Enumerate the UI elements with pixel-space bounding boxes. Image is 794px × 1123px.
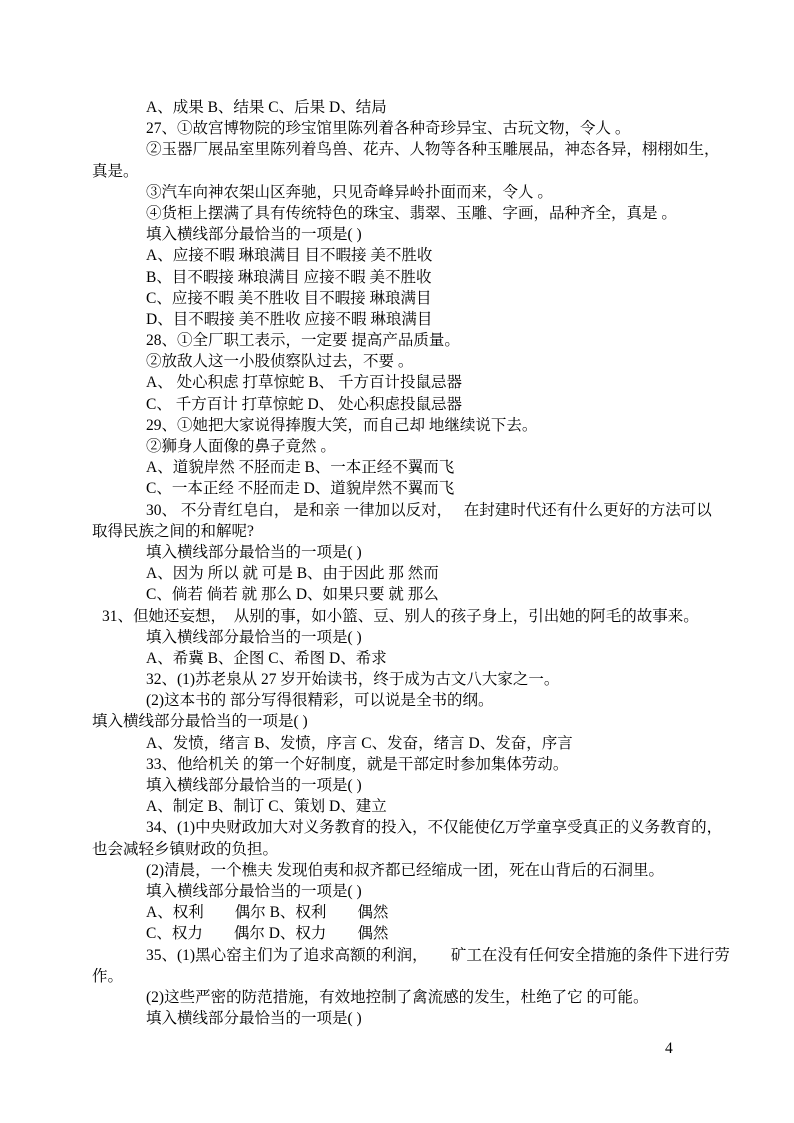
- text-line: A、权利 偶尔 B、权利 偶然: [146, 904, 389, 922]
- text-line: 34、(1)中央财政加大对义务教育的投入，不仅能使亿万学童享受真正的义务教育的，: [146, 819, 723, 837]
- document-body: [92, 97, 730, 1029]
- text-line: 作。: [92, 967, 124, 985]
- text-line: 填入横线部分最恰当的一项是( ): [146, 628, 362, 646]
- text-line: 32、(1)苏老泉从 27 岁开始读书，终于成为古文八大家之一。: [146, 671, 560, 689]
- text-line: A、成果 B、结果 C、后果 D、结局: [146, 99, 387, 116]
- text-line: A、因为 所以 就 可是 B、由于因此 那 然而: [146, 565, 439, 583]
- text-line: ③汽车向神农架山区奔驰，只见奇峰异岭扑面而来，令人 。: [146, 183, 553, 201]
- text-line: ②放敌人这一小股侦察队过去，不要 。: [146, 353, 414, 371]
- text-line: C、 千方百计 打草惊蛇 D、 处心积虑投鼠忌器: [146, 395, 463, 413]
- text-line: 取得民族之间的和解呢?: [92, 522, 254, 540]
- text-line: 填入横线部分最恰当的一项是( ): [146, 1010, 362, 1028]
- text-line: 31、但她还妄想， 从别的事，如小篮、豆、别人的孩子身上，引出她的阿毛的故事来。: [102, 607, 699, 625]
- text-line: 也会减轻乡镇财政的负担。: [92, 840, 279, 858]
- text-line: A、道貌岸然 不胫而走 B、一本正经不翼而飞: [146, 459, 455, 477]
- text-line: A、希冀 B、企图 C、希图 D、希求: [146, 649, 387, 667]
- text-line: ④货柜上摆满了具有传统特色的珠宝、翡翠、玉雕、字画，品种齐全，真是 。: [146, 204, 677, 222]
- text-line: ②玉器厂展品室里陈列着鸟兽、花卉、人物等各种玉雕展品，神态各异，栩栩如生，: [146, 141, 720, 159]
- text-line: 28、①全厂职工表示，一定要 提高产品质量。: [146, 332, 460, 350]
- text-line: (2)这些严密的防范措施，有效地控制了禽流感的发生，杜绝了它 的可能。: [146, 988, 649, 1006]
- text-line: (2)这本书的 部分写得很精彩，可以说是全书的纲。: [146, 692, 494, 710]
- page-number: 4: [665, 1040, 673, 1057]
- text-line: 填入横线部分最恰当的一项是( ): [92, 713, 308, 731]
- text-line: A、制定 B、制订 C、策划 D、建立: [146, 798, 387, 816]
- text-line: 29、①她把大家说得捧腹大笑，而自己却 地继续说下去。: [146, 416, 538, 434]
- text-line: 30、 不分青红皂白， 是和亲 一律加以反对， 在封建时代还有什么更好的方法可以: [146, 501, 712, 519]
- text-line: (2)清晨，一个樵夫 发现伯夷和叔齐都已经缩成一团，死在山背后的石洞里。: [146, 861, 664, 879]
- text-line: D、目不暇接 美不胜收 应接不暇 琳琅满目: [146, 310, 433, 328]
- text-line: 填入横线部分最恰当的一项是( ): [146, 882, 362, 900]
- text-line: 27、①故宫博物院的珍宝馆里陈列着各种奇珍异宝、古玩文物，令人 。: [146, 120, 631, 138]
- text-line: B、目不暇接 琳琅满目 应接不暇 美不胜收: [146, 268, 432, 286]
- text-line: C、应接不暇 美不胜收 目不暇接 琳琅满目: [146, 289, 432, 307]
- text-line: C、一本正经 不胫而走 D、道貌岸然不翼而飞: [146, 480, 455, 498]
- text-line: A、 处心积虑 打草惊蛇 B、 千方百计投鼠忌器: [146, 374, 463, 392]
- text-line: 33、他给机关 的第一个好制度，就是干部定时参加集体劳动。: [146, 755, 569, 773]
- text-line: 填入横线部分最恰当的一项是( ): [146, 226, 362, 244]
- text-line: A、应接不暇 琳琅满目 目不暇接 美不胜收: [146, 247, 433, 265]
- text-line: 35、(1)黑心窑主们为了追求高额的利润， 矿工在没有任何安全措施的条件下进行劳: [146, 946, 730, 964]
- text-line: C、权力 偶尔 D、权力 偶然: [146, 925, 389, 943]
- text-line: A、发愤，绪言 B、发愤，序言 C、发奋，绪言 D、发奋，序言: [146, 734, 573, 752]
- text-line: ②狮身人面像的鼻子竟然 。: [146, 438, 336, 455]
- text-line: C、倘若 倘若 就 那么 D、如果只要 就 那么: [146, 586, 439, 604]
- text-line: 填入横线部分最恰当的一项是( ): [146, 543, 362, 561]
- text-line: 真是。: [92, 162, 139, 180]
- text-line: 填入横线部分最恰当的一项是( ): [146, 777, 362, 794]
